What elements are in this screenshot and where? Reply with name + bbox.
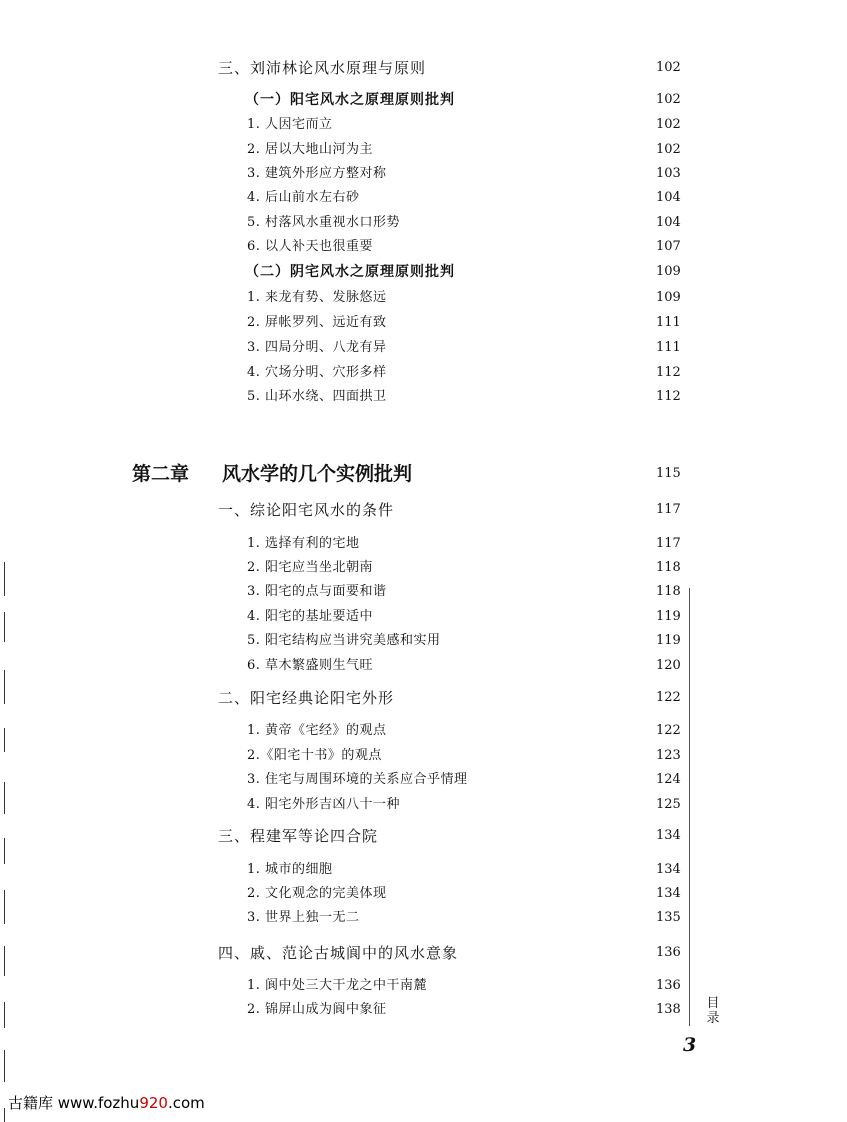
toc-entry-page-number: 111 [656,315,681,330]
toc-entry-title: 2. 居以大地山河为主 [247,142,374,157]
scan-edge-mark [4,838,5,864]
toc-entry-page-number: 102 [656,60,681,75]
toc-entry-title: 1. 人因宅而立 [247,117,333,132]
toc-entry-title: 6. 以人补天也很重要 [247,239,374,254]
toc-entry-section [0,824,847,848]
toc-entry-item [0,605,847,629]
toc-entry-item [0,858,847,882]
toc-entry-page-number: 118 [656,560,681,575]
toc-entry-page-number: 134 [656,862,681,877]
scan-edge-mark [4,946,5,976]
toc-entry-page-number: 103 [656,166,681,181]
toc-entry-item [0,744,847,768]
toc-entry-title: 3. 阳宅的点与面要和谐 [247,584,387,599]
toc-entry-title: 4. 阳宅的基址要适中 [247,609,374,624]
toc-entry-item [0,385,847,409]
toc-entry-title: 1. 城市的细胞 [247,862,333,877]
running-head: 目录 [706,996,720,1026]
toc-entry-title: 3. 住宅与周围环境的关系应合乎情理 [247,772,468,787]
toc-entry-sub [0,88,847,112]
toc-entry-title: 2. 阳宅应当坐北朝南 [247,560,374,575]
toc-entry-page-number: 117 [656,502,681,517]
scan-edge-mark [4,612,5,642]
toc-entry-item [0,113,847,137]
toc-entry-item [0,719,847,743]
toc-entry-title: 3. 建筑外形应方整对称 [247,166,387,181]
toc-entry-page-number: 124 [656,772,681,787]
toc-entry-title: 5. 山环水绕、四面拱卫 [247,389,387,404]
toc-entry-title: 1. 黄帝《宅经》的观点 [247,723,387,738]
toc-entry-page-number: 107 [656,239,681,254]
toc-entry-title: 5. 村落风水重视水口形势 [247,215,401,230]
toc-entry-item [0,906,847,930]
scan-edge-mark [4,562,5,596]
toc-entry-title: 3. 四局分明、八龙有异 [247,340,387,355]
toc-entry-page-number: 134 [656,828,681,843]
scan-edge-mark [4,890,5,924]
toc-entry-title: 1. 阆中处三大干龙之中干南麓 [247,978,428,993]
toc-entry-item [0,138,847,162]
toc-entry-title: 2.《阳宅十书》的观点 [247,748,382,763]
margin-rule [689,588,690,1026]
toc-entry-page-number: 134 [656,886,681,901]
toc-entry-page-number: 104 [656,190,681,205]
toc-entry-page-number: 138 [656,1002,681,1017]
toc-entry-title: 2. 锦屏山成为阆中象征 [247,1002,387,1017]
toc-entry-page-number: 135 [656,910,681,925]
toc-entry-item [0,654,847,678]
toc-entry-item [0,211,847,235]
toc-entry-title: 2. 文化观念的完美体现 [247,886,387,901]
toc-entry-title: （一）阳宅风水之原理原则批判 [245,92,455,108]
scan-edge-mark [4,670,5,704]
toc-entry-page-number: 112 [656,389,681,404]
chapter-page-number: 115 [656,466,681,481]
toc-entry-page-number: 104 [656,215,681,230]
page-number: 3 [683,1034,697,1056]
toc-entry-section [0,56,847,80]
toc-entry-item [0,629,847,653]
scan-edge-mark [4,1108,5,1122]
toc-entry-page-number: 136 [656,978,681,993]
watermark-number: 920 [139,1094,168,1112]
toc-entry-item [0,286,847,310]
toc-entry-title: 4. 穴场分明、穴形多样 [247,365,387,380]
toc-entry-section [0,941,847,965]
toc-entry-title: 3. 世界上独一无二 [247,910,360,925]
toc-entry-page-number: 102 [656,142,681,157]
toc-entry-page-number: 102 [656,92,681,107]
toc-entry-item [0,793,847,817]
toc-entry-title: 二、阳宅经典论阳宅外形 [218,689,395,707]
toc-entry-page-number: 123 [656,748,681,763]
toc-entry-page-number: 109 [656,264,681,279]
toc-entry-page-number: 102 [656,117,681,132]
watermark-prefix: 古籍库 www.fozhu [8,1094,140,1112]
toc-entry-page-number: 122 [656,690,681,705]
scan-edge-mark [4,782,5,814]
chapter-title: 风水学的几个实例批判 [222,463,413,485]
toc-entry-sub [0,260,847,284]
toc-entry-item [0,882,847,906]
toc-entry-item [0,336,847,360]
toc-entry-title: 4. 阳宅外形吉凶八十一种 [247,797,401,812]
toc-entry-item [0,311,847,335]
toc-entry-title: （二）阴宅风水之原理原则批判 [245,264,455,280]
scan-edge-mark [4,1050,5,1082]
toc-entry-page-number: 125 [656,797,681,812]
toc-entry-title: 1. 来龙有势、发脉悠远 [247,290,387,305]
scan-edge-mark [4,1002,5,1028]
toc-entry-title: 4. 后山前水左右砂 [247,190,360,205]
toc-entry-page-number: 117 [656,536,681,551]
toc-entry-title: 四、戚、范论古城阆中的风水意象 [218,944,459,962]
toc-entry-item [0,162,847,186]
scan-edge-mark [4,728,5,752]
toc-entry-item [0,580,847,604]
toc-entry-item [0,361,847,385]
toc-entry-title: 1. 选择有利的宅地 [247,536,360,551]
toc-entry-page-number: 120 [656,658,681,673]
toc-entry-page-number: 111 [656,340,681,355]
toc-entry-page-number: 122 [656,723,681,738]
toc-entry-page-number: 136 [656,945,681,960]
toc-entry-page-number: 118 [656,584,681,599]
chapter-label: 第二章 [132,463,190,485]
toc-entry-title: 一、综论阳宅风水的条件 [218,501,395,519]
toc-entry-section [0,686,847,710]
toc-entry-title: 6. 草木繁盛则生气旺 [247,658,374,673]
watermark-suffix: .com [167,1094,205,1112]
toc-entry-item [0,556,847,580]
toc-entry-item [0,235,847,259]
toc-entry-item [0,974,847,998]
toc-entry-title: 2. 屏帐罗列、远近有致 [247,315,387,330]
toc-entry-title: 三、程建军等论四合院 [218,827,379,845]
watermark [8,1092,205,1113]
toc-entry-item [0,186,847,210]
toc-entry-page-number: 109 [656,290,681,305]
toc-entry-title: 5. 阳宅结构应当讲究美感和实用 [247,633,441,648]
toc-entry-section [0,498,847,522]
toc-entry-title: 三、刘沛林论风水原理与原则 [218,59,427,77]
toc-entry-item [0,768,847,792]
toc-entry-page-number: 119 [656,633,681,648]
toc-entry-item [0,532,847,556]
toc-entry-page-number: 119 [656,609,681,624]
toc-entry-page-number: 112 [656,365,681,380]
